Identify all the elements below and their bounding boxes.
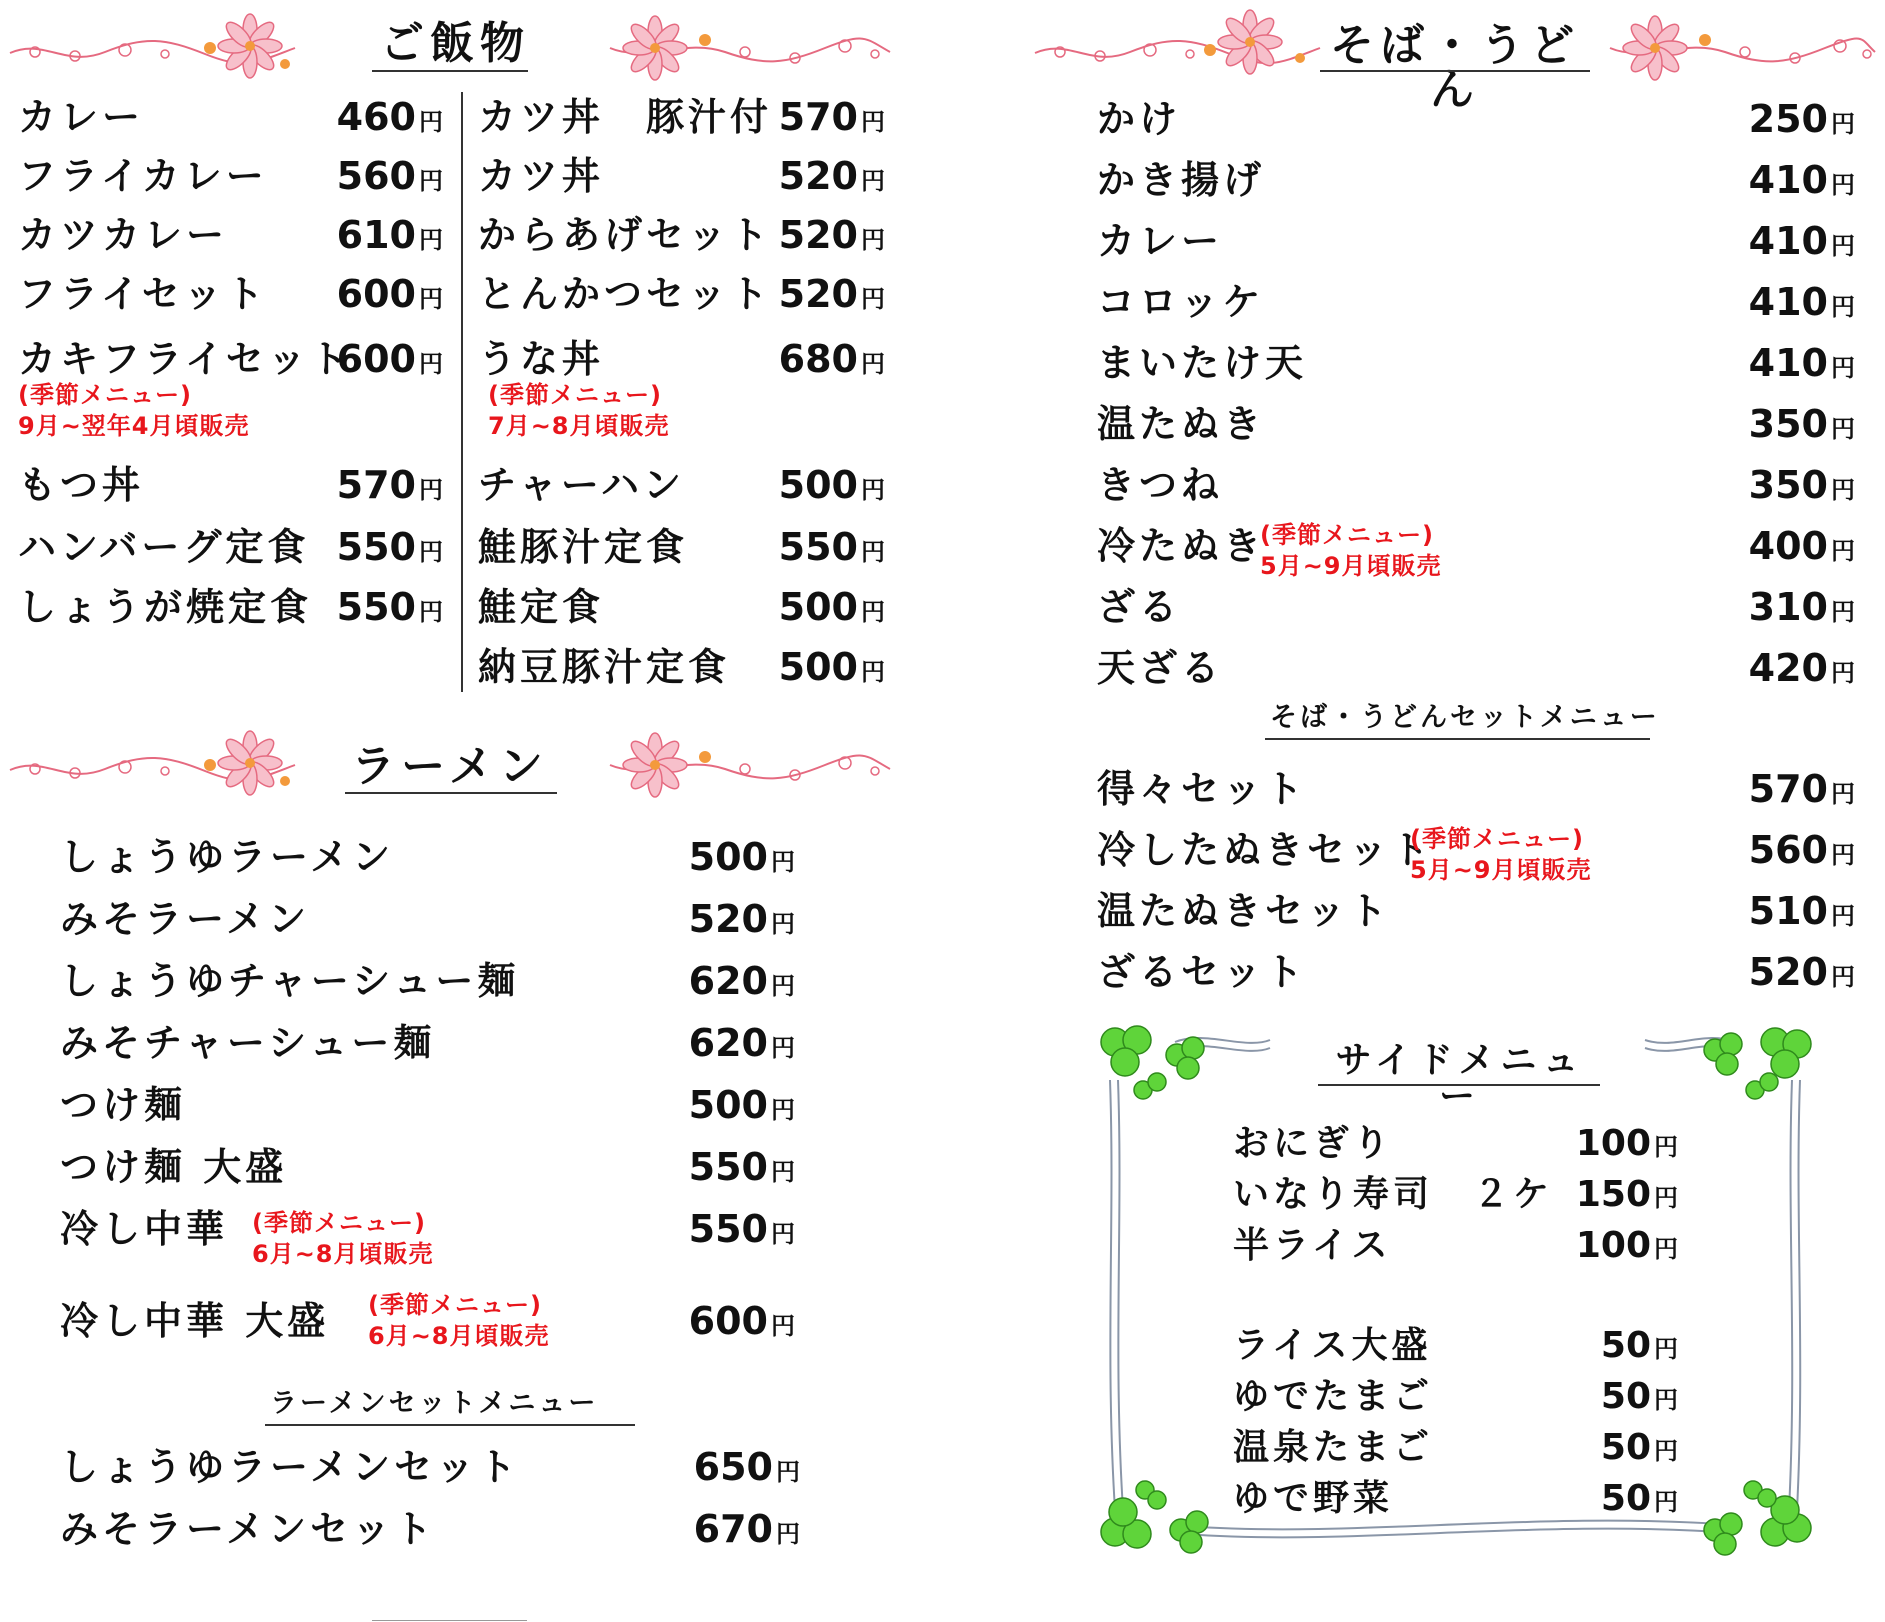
price-amount: 410 xyxy=(1748,341,1828,385)
yen-unit: 円 xyxy=(771,1034,795,1062)
yen-unit: 円 xyxy=(1831,902,1855,930)
seasonal-note: (季節メニュー) xyxy=(488,381,662,409)
price-amount: 520 xyxy=(778,213,858,257)
yen-unit: 円 xyxy=(1654,1335,1678,1363)
menu-item-price xyxy=(778,645,885,689)
yen-unit: 円 xyxy=(771,848,795,876)
yen-unit: 円 xyxy=(861,476,885,504)
menu-item-name: しょうゆラーメン xyxy=(60,835,395,879)
price-amount: 500 xyxy=(688,1083,768,1127)
seasonal-note: (季節メニュー) xyxy=(252,1209,426,1237)
yen-unit: 円 xyxy=(771,1312,795,1340)
menu-item-price xyxy=(1748,463,1855,507)
menu-item-name: 温たぬきセット xyxy=(1097,889,1392,933)
price-amount: 500 xyxy=(778,585,858,629)
menu-item-price xyxy=(688,1299,795,1343)
column-divider xyxy=(461,92,463,692)
price-amount: 550 xyxy=(336,525,416,569)
soba-set-heading: そば・うどんセットメニュー xyxy=(1270,702,1660,733)
price-amount: 100 xyxy=(1575,1225,1651,1266)
price-amount: 550 xyxy=(778,525,858,569)
menu-item-price xyxy=(1748,646,1855,690)
menu-item-name: ハンバーグ定食 xyxy=(18,525,310,569)
yen-unit: 円 xyxy=(861,167,885,195)
yen-unit: 円 xyxy=(1654,1235,1678,1263)
menu-item-price xyxy=(688,1145,795,1189)
floral-vine-decoration xyxy=(1030,8,1330,80)
subheading-underline xyxy=(1265,738,1650,740)
section-title-soba: そば・うどん xyxy=(1330,20,1580,115)
yen-unit: 円 xyxy=(1654,1133,1678,1161)
menu-item-name: ゆでたまご xyxy=(1233,1376,1434,1417)
menu-item-name: 冷し中華 xyxy=(60,1207,229,1251)
menu-item-name: 天ざる xyxy=(1097,646,1224,690)
yen-unit: 円 xyxy=(1831,780,1855,808)
menu-item-price xyxy=(336,525,443,569)
floral-vine-decoration xyxy=(1605,8,1880,80)
menu-item-name: しょうゆラーメンセット xyxy=(60,1445,521,1489)
yen-unit: 円 xyxy=(419,350,443,378)
yen-unit: 円 xyxy=(1831,476,1855,504)
price-amount: 310 xyxy=(1748,585,1828,629)
menu-item-name: かけ xyxy=(1097,97,1182,141)
menu-item-price xyxy=(688,835,795,879)
menu-item-price xyxy=(336,337,443,381)
menu-item-name: ライス大盛 xyxy=(1233,1325,1432,1366)
section-title-underline xyxy=(372,70,528,72)
menu-item-price xyxy=(336,585,443,629)
menu-item-price xyxy=(1575,1174,1678,1215)
price-amount: 550 xyxy=(688,1145,768,1189)
section-title-ramen: ラーメン xyxy=(351,741,549,792)
seasonal-note-period: 6月~8月頃販売 xyxy=(368,1322,550,1350)
menu-item-name: みそラーメン xyxy=(60,897,311,941)
yen-unit: 円 xyxy=(1654,1488,1678,1516)
price-amount: 520 xyxy=(778,154,858,198)
menu-item-name: つけ麺 xyxy=(60,1083,187,1127)
yen-unit: 円 xyxy=(861,226,885,254)
yen-unit: 円 xyxy=(419,476,443,504)
menu-item-name: ざるセット xyxy=(1097,950,1308,994)
section-title-underline xyxy=(1318,1084,1600,1086)
price-amount: 560 xyxy=(1748,828,1828,872)
menu-item-name: フライカレー xyxy=(18,154,268,198)
menu-item-price xyxy=(1600,1478,1678,1519)
price-amount: 410 xyxy=(1748,158,1828,202)
price-amount: 670 xyxy=(693,1507,773,1551)
menu-item-price xyxy=(1748,280,1855,324)
price-amount: 520 xyxy=(778,272,858,316)
yen-unit: 円 xyxy=(419,167,443,195)
section-title-underline xyxy=(345,792,557,794)
menu-item-name: もつ丼 xyxy=(18,463,145,507)
yen-unit: 円 xyxy=(1831,659,1855,687)
yen-unit: 円 xyxy=(1831,537,1855,565)
price-amount: 50 xyxy=(1600,1427,1651,1468)
menu-item-name: カツカレー xyxy=(18,213,229,257)
section-title-underline xyxy=(1320,70,1590,72)
price-amount: 550 xyxy=(336,585,416,629)
price-amount: 500 xyxy=(778,645,858,689)
menu-item-name: 冷し中華 大盛 xyxy=(60,1299,330,1343)
seasonal-note: (季節メニュー) xyxy=(368,1291,542,1319)
seasonal-note-period: 9月~翌年4月頃販売 xyxy=(18,412,250,440)
menu-item-price xyxy=(1748,767,1855,811)
yen-unit: 円 xyxy=(1654,1437,1678,1465)
yen-unit: 円 xyxy=(1831,963,1855,991)
price-amount: 520 xyxy=(688,897,768,941)
yen-unit: 円 xyxy=(1831,598,1855,626)
yen-unit: 円 xyxy=(419,108,443,136)
yen-unit: 円 xyxy=(1831,354,1855,382)
menu-item-name: カツ丼 豚汁付 xyxy=(478,95,773,139)
menu-item-name: つけ麺 大盛 xyxy=(60,1145,288,1189)
menu-item-name: カツ丼 xyxy=(478,154,605,198)
price-amount: 500 xyxy=(778,463,858,507)
menu-item-price xyxy=(336,213,443,257)
price-amount: 350 xyxy=(1748,463,1828,507)
menu-item-name: 納豆豚汁定食 xyxy=(478,645,731,689)
menu-item-name: かき揚げ xyxy=(1097,158,1266,202)
yen-unit: 円 xyxy=(861,350,885,378)
price-amount: 680 xyxy=(778,337,858,381)
yen-unit: 円 xyxy=(1831,293,1855,321)
yen-unit: 円 xyxy=(1831,415,1855,443)
price-amount: 550 xyxy=(688,1207,768,1251)
menu-item-price xyxy=(336,463,443,507)
menu-item-name: 鮭豚汁定食 xyxy=(478,525,689,569)
menu-item-price xyxy=(336,272,443,316)
menu-item-name: コロッケ xyxy=(1097,280,1265,324)
price-amount: 50 xyxy=(1600,1376,1651,1417)
price-amount: 400 xyxy=(1748,524,1828,568)
price-amount: 150 xyxy=(1575,1174,1651,1215)
price-amount: 420 xyxy=(1748,646,1828,690)
menu-item-name: ざる xyxy=(1097,585,1182,629)
yen-unit: 円 xyxy=(419,598,443,626)
menu-item-price xyxy=(688,897,795,941)
menu-item-price xyxy=(688,1207,795,1251)
menu-item-price xyxy=(688,959,795,1003)
menu-item-name: カレー xyxy=(18,95,145,139)
menu-item-price xyxy=(1600,1376,1678,1417)
menu-item-name: いなり寿司 ２ケ xyxy=(1233,1174,1554,1215)
yen-unit: 円 xyxy=(776,1458,800,1486)
yen-unit: 円 xyxy=(771,1096,795,1124)
price-amount: 600 xyxy=(336,272,416,316)
menu-item-price xyxy=(778,95,885,139)
menu-item-price xyxy=(1748,97,1855,141)
yen-unit: 円 xyxy=(1831,232,1855,260)
menu-item-name: まいたけ天 xyxy=(1097,341,1308,385)
price-amount: 510 xyxy=(1748,889,1828,933)
menu-item-name: カレー xyxy=(1097,219,1224,263)
price-amount: 50 xyxy=(1600,1478,1651,1519)
price-amount: 600 xyxy=(688,1299,768,1343)
menu-item-price xyxy=(336,154,443,198)
yen-unit: 円 xyxy=(771,1158,795,1186)
price-amount: 560 xyxy=(336,154,416,198)
subheading-underline xyxy=(265,1424,635,1426)
yen-unit: 円 xyxy=(1831,110,1855,138)
menu-item-name: みそラーメンセット xyxy=(60,1507,437,1551)
yen-unit: 円 xyxy=(861,538,885,566)
yen-unit: 円 xyxy=(1654,1184,1678,1212)
menu-item-price xyxy=(778,463,885,507)
menu-item-price xyxy=(1748,341,1855,385)
price-amount: 570 xyxy=(336,463,416,507)
yen-unit: 円 xyxy=(861,285,885,313)
menu-item-price xyxy=(1748,950,1855,994)
menu-item-name: 温たぬき xyxy=(1097,402,1266,446)
menu-item-name: うな丼 xyxy=(478,337,605,381)
menu-item-name: 得々セット xyxy=(1097,767,1308,811)
seasonal-note-period: 6月~8月頃販売 xyxy=(252,1240,434,1268)
yen-unit: 円 xyxy=(419,226,443,254)
yen-unit: 円 xyxy=(861,108,885,136)
price-amount: 620 xyxy=(688,1021,768,1065)
yen-unit: 円 xyxy=(771,1220,795,1248)
price-amount: 500 xyxy=(688,835,768,879)
price-amount: 410 xyxy=(1748,280,1828,324)
menu-item-name: フライセット xyxy=(18,272,268,316)
price-amount: 570 xyxy=(778,95,858,139)
price-amount: 460 xyxy=(336,95,416,139)
menu-item-name: おにぎり xyxy=(1233,1123,1394,1164)
menu-item-price xyxy=(778,213,885,257)
seasonal-note: (季節メニュー) xyxy=(18,381,192,409)
bottom-divider xyxy=(372,1620,527,1621)
menu-item-price xyxy=(778,585,885,629)
floral-vine-decoration xyxy=(5,725,305,797)
menu-item-name: しょうゆチャーシュー麺 xyxy=(60,959,520,1003)
menu-item-price xyxy=(688,1083,795,1127)
menu-item-name: きつね xyxy=(1097,463,1224,507)
menu-item-price xyxy=(1748,402,1855,446)
seasonal-note-period: 5月~9月頃販売 xyxy=(1260,552,1442,580)
menu-item-name: みそチャーシュー麺 xyxy=(60,1021,436,1065)
price-amount: 620 xyxy=(688,959,768,1003)
price-amount: 600 xyxy=(336,337,416,381)
menu-item-name: しょうが焼定食 xyxy=(18,585,313,629)
section-title-gohanmono: ご飯物 xyxy=(380,18,530,69)
price-amount: 410 xyxy=(1748,219,1828,263)
price-amount: 570 xyxy=(1748,767,1828,811)
menu-item-price xyxy=(1600,1325,1678,1366)
yen-unit: 円 xyxy=(861,598,885,626)
menu-item-name: ゆで野菜 xyxy=(1233,1478,1394,1519)
yen-unit: 円 xyxy=(776,1520,800,1548)
menu-item-name: 冷したぬきセット xyxy=(1097,828,1434,872)
menu-item-price xyxy=(1748,889,1855,933)
menu-item-name: 冷たぬき xyxy=(1097,524,1266,568)
price-amount: 350 xyxy=(1748,402,1828,446)
ramen-set-heading: ラーメンセットメニュー xyxy=(270,1388,599,1419)
menu-item-price xyxy=(688,1021,795,1065)
menu-item-name: 鮭定食 xyxy=(478,585,605,629)
menu-item-price xyxy=(1748,158,1855,202)
menu-item-price xyxy=(693,1507,800,1551)
yen-unit: 円 xyxy=(771,972,795,1000)
seasonal-note-period: 5月~9月頃販売 xyxy=(1410,856,1592,884)
yen-unit: 円 xyxy=(771,910,795,938)
yen-unit: 円 xyxy=(861,658,885,686)
seasonal-note: (季節メニュー) xyxy=(1410,825,1584,853)
section-title-side: サイドメニュー xyxy=(1335,1040,1585,1117)
menu-item-name: カキフライセット xyxy=(18,337,352,381)
price-amount: 250 xyxy=(1748,97,1828,141)
menu-item-price xyxy=(1575,1123,1678,1164)
yen-unit: 円 xyxy=(1831,841,1855,869)
floral-vine-decoration xyxy=(5,8,305,80)
price-amount: 610 xyxy=(336,213,416,257)
menu-item-price xyxy=(778,272,885,316)
menu-item-name: からあげセット xyxy=(478,213,773,257)
menu-item-name: とんかつセット xyxy=(478,272,773,316)
yen-unit: 円 xyxy=(419,538,443,566)
seasonal-note: (季節メニュー) xyxy=(1260,521,1434,549)
menu-item-price xyxy=(1748,828,1855,872)
menu-item-price xyxy=(778,337,885,381)
seasonal-note-period: 7月~8月頃販売 xyxy=(488,412,670,440)
menu-item-price xyxy=(1748,524,1855,568)
menu-item-name: 温泉たまご xyxy=(1233,1427,1434,1468)
menu-item-name: チャーハン xyxy=(478,463,685,507)
menu-item-price xyxy=(778,525,885,569)
menu-item-price xyxy=(1748,219,1855,263)
menu-item-price xyxy=(336,95,443,139)
floral-vine-decoration xyxy=(605,725,895,797)
price-amount: 50 xyxy=(1600,1325,1651,1366)
yen-unit: 円 xyxy=(1831,171,1855,199)
price-amount: 100 xyxy=(1575,1123,1651,1164)
floral-vine-decoration xyxy=(605,8,895,80)
menu-item-price xyxy=(1575,1225,1678,1266)
yen-unit: 円 xyxy=(1654,1386,1678,1414)
menu-item-price xyxy=(1748,585,1855,629)
yen-unit: 円 xyxy=(419,285,443,313)
menu-item-price xyxy=(693,1445,800,1489)
menu-item-price xyxy=(1600,1427,1678,1468)
menu-item-name: 半ライス xyxy=(1233,1225,1392,1266)
price-amount: 520 xyxy=(1748,950,1828,994)
price-amount: 650 xyxy=(693,1445,773,1489)
menu-item-price xyxy=(778,154,885,198)
